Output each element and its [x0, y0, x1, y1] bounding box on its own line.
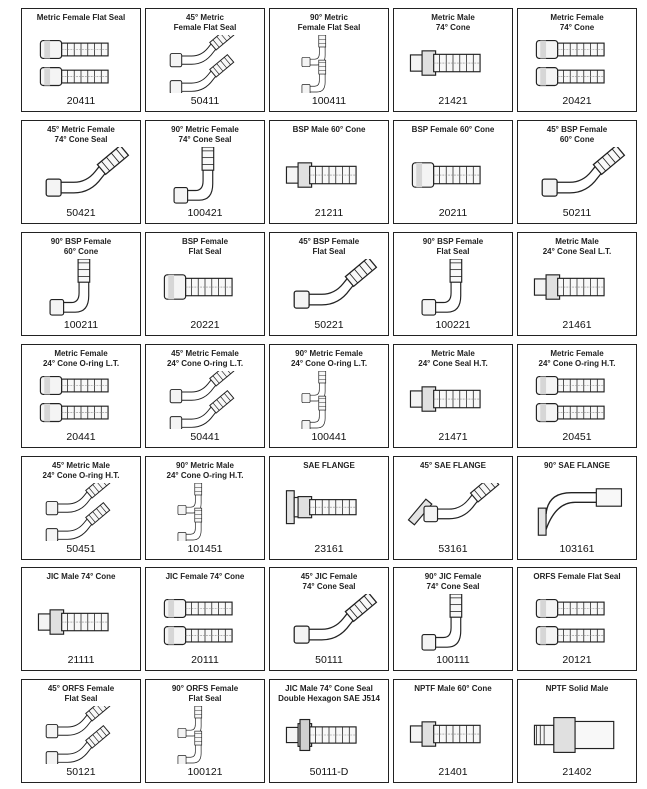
fitting-title — [272, 684, 386, 703]
fitting-code: 20421 — [562, 95, 592, 107]
fitting-title — [272, 13, 386, 32]
fitting-card — [269, 567, 389, 671]
fitting-title — [520, 13, 634, 32]
fitting-title-line: JIC Female 74° Cone — [165, 572, 245, 581]
elbow-90-icon — [404, 259, 502, 317]
fitting-title — [148, 125, 262, 144]
fitting-code: 100411 — [311, 95, 347, 107]
elbow-45-icon — [32, 147, 130, 205]
fitting-card — [393, 679, 513, 783]
fitting-title — [396, 237, 510, 256]
fitting-code: 50441 — [190, 431, 220, 443]
fitting-title — [520, 125, 634, 144]
fitting-title-line: 45° JIC Female — [300, 572, 358, 581]
fitting-title-line: 74° Cone Seal — [302, 581, 356, 591]
straight-female-icon — [404, 147, 502, 205]
fitting-card — [21, 120, 141, 224]
straight-male-icon — [404, 35, 502, 93]
fitting-card — [269, 8, 389, 112]
fitting-title-line: 74° Cone Seal — [54, 134, 108, 144]
fitting-card — [21, 679, 141, 783]
fitting-title — [148, 237, 262, 256]
fitting-code: 50211 — [562, 207, 592, 219]
fitting-title-line: 74° Cone — [435, 22, 471, 32]
flange-straight-icon — [280, 483, 378, 541]
straight-female-icon — [156, 259, 254, 317]
fitting-title-line: 45° Metric Male — [52, 461, 110, 470]
fitting-title — [24, 13, 138, 23]
elbow-45-icon — [280, 259, 378, 317]
fitting-card — [21, 232, 141, 336]
fitting-title-line: 45° BSP Female — [546, 125, 608, 134]
fitting-title-line: Flat Seal — [188, 246, 222, 256]
fitting-title-line: 45° SAE FLANGE — [420, 461, 486, 470]
fitting-title — [24, 572, 138, 582]
solid-male-icon — [528, 706, 626, 764]
fitting-code: 20211 — [438, 207, 468, 219]
fitting-title-line: Metric Female — [550, 13, 604, 22]
fitting-card — [145, 456, 265, 560]
elbow-90-icon — [156, 147, 254, 205]
fitting-title — [272, 125, 386, 135]
fitting-title — [24, 684, 138, 703]
fitting-title-line: 45° Metric — [186, 13, 224, 22]
fitting-card — [517, 8, 637, 112]
fitting-title — [272, 237, 386, 256]
fitting-card — [393, 567, 513, 671]
fitting-code: 101451 — [187, 543, 223, 555]
flange-45-icon — [404, 483, 502, 541]
elbow-45-pair-icon — [156, 35, 254, 93]
fitting-title-line: 90° Metric — [310, 13, 348, 22]
fitting-title-line: 24° Cone O-ring H.T. — [538, 358, 616, 368]
fitting-title-line: Flat Seal — [436, 246, 470, 256]
fitting-title-line: 60° Cone — [559, 134, 595, 144]
fitting-title — [148, 684, 262, 703]
straight-female-pair-icon — [156, 594, 254, 652]
fitting-title-line: Metric Female Flat Seal — [36, 13, 126, 22]
fitting-code: 100441 — [311, 431, 347, 443]
elbow-45-pair-icon — [156, 371, 254, 429]
fitting-card — [269, 344, 389, 448]
elbow-45-pair-icon — [32, 483, 130, 541]
fitting-title — [520, 684, 634, 694]
fitting-card — [393, 456, 513, 560]
fitting-title-line: JIC Male 74° Cone — [46, 572, 116, 581]
fitting-title — [520, 237, 634, 256]
fitting-title-line: Metric Female — [550, 349, 604, 358]
elbow-90-pair-icon — [280, 35, 378, 93]
fitting-title — [396, 125, 510, 135]
fitting-title — [24, 125, 138, 144]
elbow-90-pair-icon — [156, 706, 254, 764]
straight-male-icon — [404, 706, 502, 764]
fitting-code: 21461 — [562, 319, 592, 331]
fitting-code: 100221 — [435, 319, 471, 331]
fitting-code: 20121 — [562, 654, 592, 666]
fitting-card — [393, 8, 513, 112]
fitting-card — [269, 120, 389, 224]
fitting-code: 20441 — [66, 431, 96, 443]
fitting-card — [21, 344, 141, 448]
fitting-title-line: 45° Metric Female — [171, 349, 239, 358]
elbow-90-icon — [32, 259, 130, 317]
fitting-code: 50451 — [66, 543, 96, 555]
fitting-card — [517, 679, 637, 783]
fitting-title-line: Metric Male — [555, 237, 599, 246]
fitting-title-line: Metric Male — [431, 349, 475, 358]
fitting-title-line: 45° Metric Female — [47, 125, 115, 134]
fitting-code: 100111 — [436, 654, 470, 666]
fitting-title-line: 24° Cone O-ring L.T. — [166, 358, 244, 368]
fitting-title — [520, 461, 634, 471]
fitting-title-line: Double Hexagon SAE J514 — [278, 693, 380, 703]
fitting-card — [517, 344, 637, 448]
fitting-title-line: ORFS Female Flat Seal — [533, 572, 621, 581]
fitting-title — [148, 349, 262, 368]
elbow-45-pair-icon — [32, 706, 130, 764]
straight-male-icon — [280, 147, 378, 205]
fitting-title — [272, 349, 386, 368]
fitting-code: 50111-D — [309, 766, 349, 778]
fitting-title-line: BSP Female — [181, 237, 229, 246]
elbow-90-pair-icon — [156, 483, 254, 541]
elbow-90-icon — [404, 594, 502, 652]
straight-male-icon — [528, 259, 626, 317]
fitting-title-line: 90° BSP Female — [422, 237, 484, 246]
fitting-code: 21471 — [438, 431, 468, 443]
fitting-card — [269, 679, 389, 783]
double-hex-male-icon — [280, 706, 378, 764]
fitting-title-line: 24° Cone O-ring L.T. — [290, 358, 368, 368]
fitting-card — [145, 8, 265, 112]
fitting-code: 20451 — [562, 431, 592, 443]
fitting-title-line: 90° Metric Male — [176, 461, 234, 470]
fitting-title — [24, 349, 138, 368]
fitting-title-line: 90° Metric Female — [295, 349, 363, 358]
fitting-title — [520, 349, 634, 368]
fitting-title-line: 45° ORFS Female — [47, 684, 115, 693]
fitting-code: 50411 — [190, 95, 220, 107]
fitting-title-line: BSP Female 60° Cone — [411, 125, 495, 134]
fitting-code: 100211 — [63, 319, 99, 331]
fitting-code: 23161 — [314, 543, 344, 555]
fitting-title-line: 24° Cone Seal H.T. — [418, 358, 488, 368]
straight-male-icon — [404, 371, 502, 429]
fitting-card — [21, 456, 141, 560]
fitting-title — [272, 461, 386, 471]
straight-female-pair-icon — [32, 371, 130, 429]
straight-female-pair-icon — [32, 35, 130, 93]
fitting-title — [396, 349, 510, 368]
fitting-title — [24, 461, 138, 480]
elbow-45-icon — [528, 147, 626, 205]
fitting-title-line: 24° Cone O-ring L.T. — [42, 358, 120, 368]
fitting-title — [24, 237, 138, 256]
fitting-title-line: NPTF Solid Male — [545, 684, 609, 693]
fitting-title-line: 90° BSP Female — [50, 237, 112, 246]
fitting-card — [393, 120, 513, 224]
fitting-code: 20221 — [190, 319, 220, 331]
fitting-title — [520, 572, 634, 582]
fitting-card — [145, 679, 265, 783]
fitting-title-line: Metric Male — [431, 13, 475, 22]
fitting-title-line: 90° ORFS Female — [171, 684, 239, 693]
fitting-title-line: 24° Cone Seal L.T. — [542, 246, 612, 256]
fitting-card — [517, 120, 637, 224]
fitting-card — [393, 232, 513, 336]
fitting-title-line: 24° Cone O-ring H.T. — [42, 470, 120, 480]
fitting-title-line: 90° Metric Female — [171, 125, 239, 134]
fitting-title-line: Flat Seal — [64, 693, 98, 703]
fitting-title-line: SAE FLANGE — [303, 461, 355, 470]
fitting-code: 50121 — [66, 766, 96, 778]
fitting-title — [396, 13, 510, 32]
fitting-title-line: JIC Male 74° Cone Seal — [285, 684, 373, 693]
fitting-title — [148, 572, 262, 582]
fitting-card — [393, 344, 513, 448]
fitting-title-line: Flat Seal — [188, 693, 222, 703]
straight-female-pair-icon — [528, 594, 626, 652]
fitting-title-line: Flat Seal — [312, 246, 346, 256]
fitting-title — [396, 461, 510, 471]
fitting-card — [517, 232, 637, 336]
fitting-title — [396, 572, 510, 591]
fitting-code: 21402 — [562, 766, 592, 778]
fitting-card — [145, 232, 265, 336]
fitting-title — [148, 461, 262, 480]
fitting-code: 100421 — [187, 207, 223, 219]
fitting-title-line: 74° Cone Seal — [426, 581, 480, 591]
fitting-code: 103161 — [559, 543, 595, 555]
fitting-title-line: 45° BSP Female — [298, 237, 360, 246]
fitting-title-line: 74° Cone — [559, 22, 595, 32]
fitting-title-line: 60° Cone — [63, 246, 99, 256]
fitting-card — [145, 567, 265, 671]
fitting-title-line: Metric Female — [54, 349, 108, 358]
fitting-code: 21211 — [314, 207, 344, 219]
fitting-title-line: BSP Male 60° Cone — [292, 125, 366, 134]
fitting-card — [269, 232, 389, 336]
fitting-code: 20111 — [191, 654, 219, 666]
fitting-card — [145, 344, 265, 448]
fitting-code: 53161 — [438, 543, 468, 555]
elbow-45-icon — [280, 594, 378, 652]
fitting-title-line: NPTF Male 60° Cone — [414, 684, 492, 693]
fitting-card — [517, 567, 637, 671]
fitting-code: 100121 — [187, 766, 223, 778]
straight-female-pair-icon — [528, 35, 626, 93]
fitting-title — [148, 13, 262, 32]
fitting-title-line: Female Flat Seal — [173, 22, 237, 32]
straight-male-icon — [32, 594, 130, 652]
flange-90-icon — [528, 483, 626, 541]
fitting-card — [145, 120, 265, 224]
fitting-card — [21, 567, 141, 671]
fitting-code: 50221 — [314, 319, 344, 331]
fitting-card — [21, 8, 141, 112]
fitting-title-line: 90° JIC Female — [424, 572, 482, 581]
fitting-code: 21401 — [438, 766, 468, 778]
fitting-card — [269, 456, 389, 560]
fitting-title — [396, 684, 510, 694]
fitting-code: 21111 — [67, 654, 95, 666]
fitting-title-line: 74° Cone Seal — [178, 134, 232, 144]
fitting-code: 50111 — [315, 654, 343, 666]
fitting-code: 20411 — [66, 95, 96, 107]
fitting-title — [272, 572, 386, 591]
fitting-code: 21421 — [438, 95, 468, 107]
fitting-card — [517, 456, 637, 560]
fitting-title-line: 24° Cone O-ring H.T. — [166, 470, 244, 480]
fitting-title-line: 90° SAE FLANGE — [544, 461, 610, 470]
elbow-90-pair-icon — [280, 371, 378, 429]
straight-female-pair-icon — [528, 371, 626, 429]
fitting-title-line: Female Flat Seal — [297, 22, 361, 32]
fitting-code: 50421 — [66, 207, 96, 219]
